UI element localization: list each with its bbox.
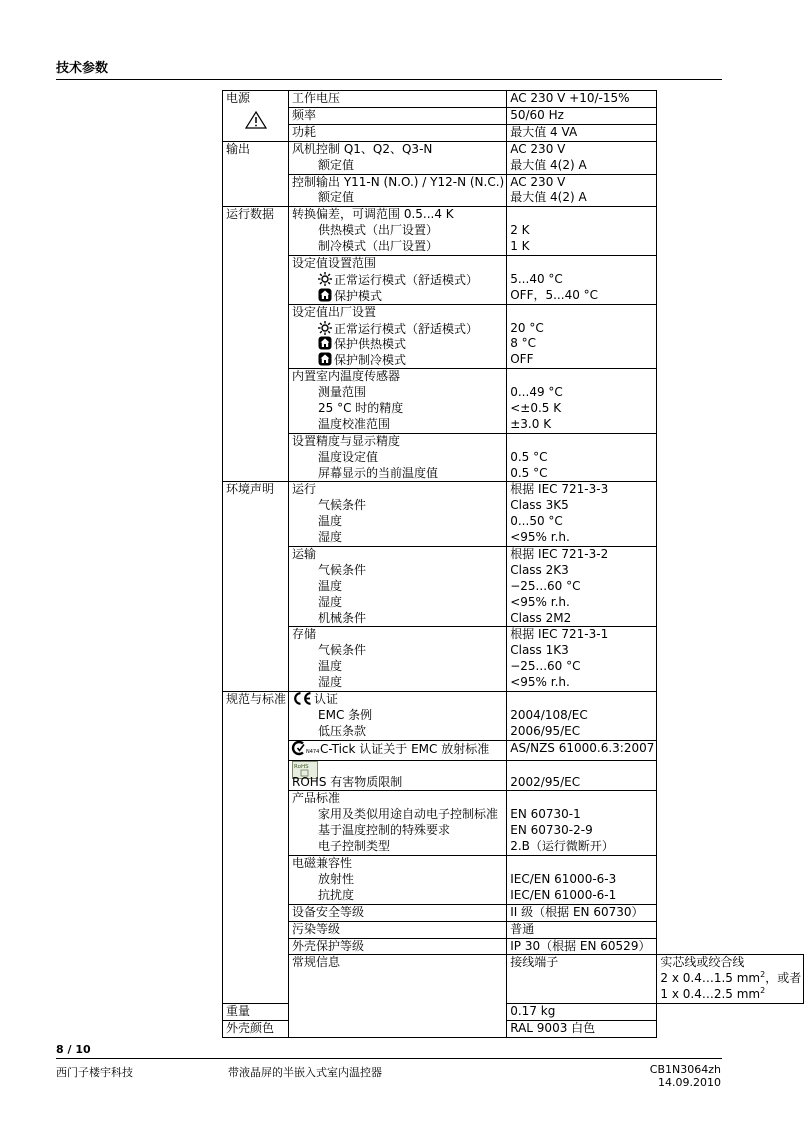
document-number: CB1N3064zh [649,1063,721,1076]
param-values: 根据 IEC 721-3-1 Class 1K3 −25...60 °C <95% r.h. [507,627,657,692]
param-value: 50/60 Hz [507,107,657,124]
param-group: 设置精度与显示精度 温度设定值 屏幕显示的当前温度值 [289,433,507,482]
table-row [223,791,804,856]
param-group: 转换偏差，可调范围 0.5...4 K 供热模式（出厂设置） 制冷模式（出厂设置） [289,207,507,256]
param-label: 外壳保护等级 [289,938,507,955]
param-label: 工作电压 [289,91,507,108]
table-row [223,124,804,141]
table-row [223,955,804,1004]
home-protection-icon [318,288,332,307]
table-row [223,921,804,938]
param-values: EN 60730-1 EN 60730-2-9 2.B（运行微断开） [507,791,657,856]
param-value: AC 230 V +10/-15% [507,91,657,108]
param-label: 功耗 [289,124,507,141]
param-group: 控制输出 Y11-N (N.O.) / Y12-N (N.C.) 额定值 [289,174,507,207]
param-values: AC 230 V 最大值 4(2) A [507,141,657,174]
param-values: 根据 IEC 721-3-3 Class 3K5 0...50 °C <95% r.h. [507,482,657,547]
param-value: 普通 [507,921,657,938]
param-label: 重量 [223,1004,289,1021]
param-group: 产品标准 家用及类似用途自动电子控制标准 基于温度控制的特殊要求 电子控制类型 [289,791,507,856]
param-values: 5...40 °C OFF，5...40 °C [507,255,657,304]
table-row [223,304,804,369]
param-label: 接线端子 [507,955,657,1004]
param-values: AC 230 V 最大值 4(2) A [507,174,657,207]
param-group: 存储 气候条件 温度 湿度 [289,627,507,692]
param-values: IEC/EN 61000-6-3 IEC/EN 61000-6-1 [507,856,657,905]
param-label: 频率 [289,107,507,124]
param-label: N474 C-Tick 认证关于 EMC 放射标准 [289,740,507,760]
category-output: 输出 [223,141,289,207]
table-row [223,207,804,256]
footer-docinfo [650,1063,721,1089]
table-row [223,856,804,905]
param-value: 2002/95/EC [507,760,657,791]
param-values: 2 K 1 K [507,207,657,256]
table-row [223,433,804,482]
param-group: 设定值设置范围 正常运行模式（舒适模式） 保护模式 [289,255,507,304]
table-row [223,546,804,626]
page-number: 8 / 10 [56,1043,91,1056]
param-label: 污染等级 [289,921,507,938]
section-title: 技术参数 [56,61,109,76]
param-group: 风机控制 Q1、Q2、Q3-N 额定值 [289,141,507,174]
param-group: 运行 气候条件 温度 湿度 [289,482,507,547]
param-label: 设备安全等级 [289,904,507,921]
param-group: 认证 EMC 条例 低压条款 [289,692,507,741]
svg-text:RoHS: RoHS [294,763,309,770]
param-values: 20 °C 8 °C OFF [507,304,657,369]
header-divider [56,79,722,80]
svg-text:N474: N474 [306,748,320,755]
rohs-icon [292,761,504,775]
param-values: 实芯线或绞合线 2 x 0.4…1.5 $mm^2$，或者 1 x 0.4…2.5 $mm^2$ [657,955,804,1004]
param-group: 内置室内温度传感器 测量范围 25 °C 时的精度 温度校准范围 [289,369,507,434]
category-standards: 规范与标准 [223,692,289,1004]
param-values: 0...49 °C <±0.5 K ±3.0 K [507,369,657,434]
category-general: 常规信息 [289,955,507,1037]
param-group: 电磁兼容性 放射性 抗扰度 [289,856,507,905]
table-row [223,692,804,741]
param-values: 根据 IEC 721-3-2 Class 2K3 −25...60 °C <95% r.h. Class 2M2 [507,546,657,626]
table-row [223,174,804,207]
category-power: 电源 [223,91,289,142]
warning-triangle-icon [226,107,286,137]
spec-table [222,90,804,1038]
table-row [223,740,804,760]
category-operation: 运行数据 [223,207,289,482]
param-value: AS/NZS 61000.6.3:2007 [507,740,657,760]
param-value: IP 30（根据 EN 60529） [507,938,657,955]
param-value: 最大值 4 VA [507,124,657,141]
c-tick-icon [292,741,318,760]
param-values: 2004/108/EC 2006/95/EC [507,692,657,741]
param-value: 0.17 kg [507,1004,657,1021]
table-row [223,255,804,304]
table-row [223,627,804,692]
param-value: RAL 9003 白色 [507,1021,657,1038]
category-environment: 环境声明 [223,482,289,692]
table-row [223,107,804,124]
table-row [223,482,804,547]
param-value: II 级（根据 EN 60730） [507,904,657,921]
footer-product: 带液晶屏的半嵌入式室内温控器 [228,1066,382,1079]
table-row [223,141,804,174]
table-row [223,760,804,791]
footer-divider [56,1058,722,1059]
table-row [223,91,804,108]
param-group: 运输 气候条件 温度 湿度 机械条件 [289,546,507,626]
param-group: 设定值出厂设置 正常运行模式（舒适模式） 保护供热模式 保护制冷模式 [289,304,507,369]
document-date: 14.09.2010 [658,1076,721,1089]
table-row [223,904,804,921]
table-row [223,938,804,955]
table-row [223,369,804,434]
param-values: 0.5 °C 0.5 °C [507,433,657,482]
footer-company: 西门子楼宇科技 [56,1066,133,1079]
param-label: RoHS ROHS 有害物质限制 [289,760,507,791]
ce-mark-icon [292,692,312,710]
param-label: 外壳颜色 [223,1021,289,1038]
